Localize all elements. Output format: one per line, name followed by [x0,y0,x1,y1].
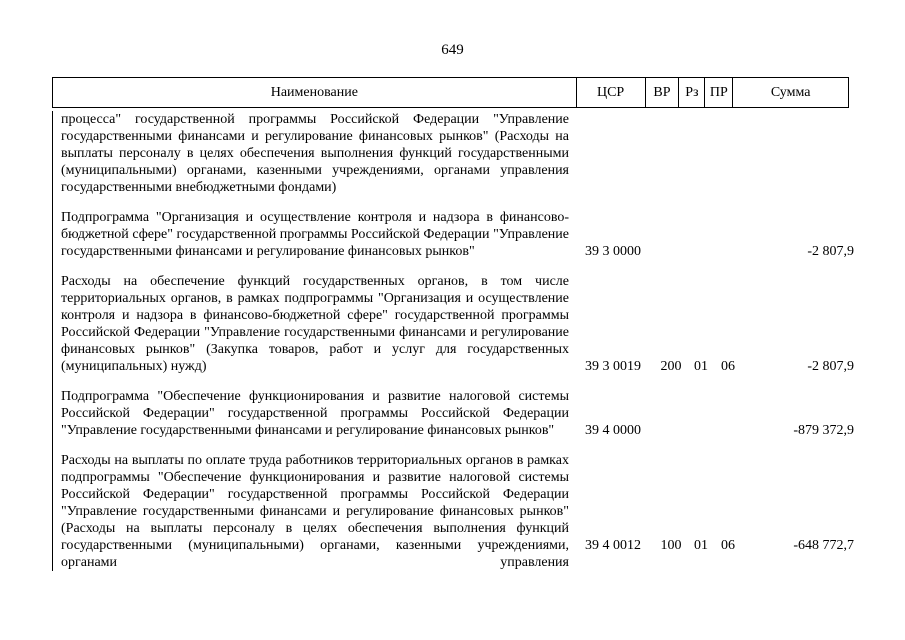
row-vr [654,243,688,260]
table-row [53,209,854,260]
row-csr: 39 3 0019 [585,359,641,374]
header-rz: Рз [678,78,704,107]
row-rz: 01 [694,359,708,374]
row-pr: 06 [721,359,735,374]
row-sum: -879 372,9 [793,423,854,438]
row-name: Подпрограмма "Обеспечение функционирования и развитие налоговой системы Российской Федерации" государственной программы Российской Федерации "Управление государственными финансами и регулирование финансовых рынков" [61,389,569,438]
budget-table [52,77,854,571]
row-name: Расходы на обеспечение функций государственных органов, в том числе территориальных органов, в рамках подпрограммы "Организация и осуществление контроля и надзора в финансово-бюджетной сфере" государственной программы Российской Федерации "Управление государственными финансами и регулирование финансовых рынков" (Закупка товаров, работ и услуг для государственных (муниципальных) нужд) [61,274,569,374]
header-pr: ПР [704,78,732,107]
row-sum: -2 807,9 [807,359,854,374]
row-csr: 39 3 0000 [585,244,641,259]
row-sum: -648 772,7 [793,538,854,553]
row-sum: -2 807,9 [807,244,854,259]
row-vr: 200 [660,359,682,374]
header-csr: ЦСР [576,78,645,107]
table-body [52,111,854,571]
row-rz [688,422,714,439]
row-pr [714,243,742,260]
row-name: процесса" государственной программы Российской Федерации "Управление государственными финансами и регулирование финансовых рынков" (Расходы на выплаты персоналу в целях обеспечения выполнения функций государственными (муниципальными) органами, казенными учреждениями, органами управления государственными внебюджетными фондами) [61,112,569,195]
row-pr [714,422,742,439]
row-pr: 06 [721,538,735,553]
row-name: Подпрограмма "Организация и осуществление контроля и надзора в финансово-бюджетной сфере" государственной программы Российской Федерации "Управление государственными финансами и регулирование финансовых рынков" [61,210,569,259]
row-name: Расходы на выплаты по оплате труда работников территориальных органов в рамках подпрограммы "Обеспечение функционирования и развитие налоговой системы Российской Федерации" государственной программы Российской Федерации "Управление государственными финансами и регулирование финансовых рынков" (Расходы на выплаты персоналу в целях обеспечения выполнения функций государственными (муниципальными) органами, казенными учреждениями, органами управления [61,453,569,570]
row-csr: 39 4 0000 [585,423,641,438]
table-row [53,388,854,439]
table-header [52,77,849,108]
header-vr: ВР [645,78,679,107]
header-name: Наименование [270,84,358,100]
table-row [53,273,854,375]
row-vr: 100 [660,538,682,553]
page-number: 649 [441,42,464,58]
row-rz: 01 [694,538,708,553]
row-codes [585,243,854,260]
header-sum: Сумма [732,78,848,107]
row-csr: 39 4 0012 [585,538,641,553]
row-codes [585,422,854,439]
row-codes [585,537,854,554]
table-row [53,111,849,196]
row-vr [654,422,688,439]
row-rz [688,243,714,260]
table-row [53,452,854,571]
row-codes [585,358,854,375]
